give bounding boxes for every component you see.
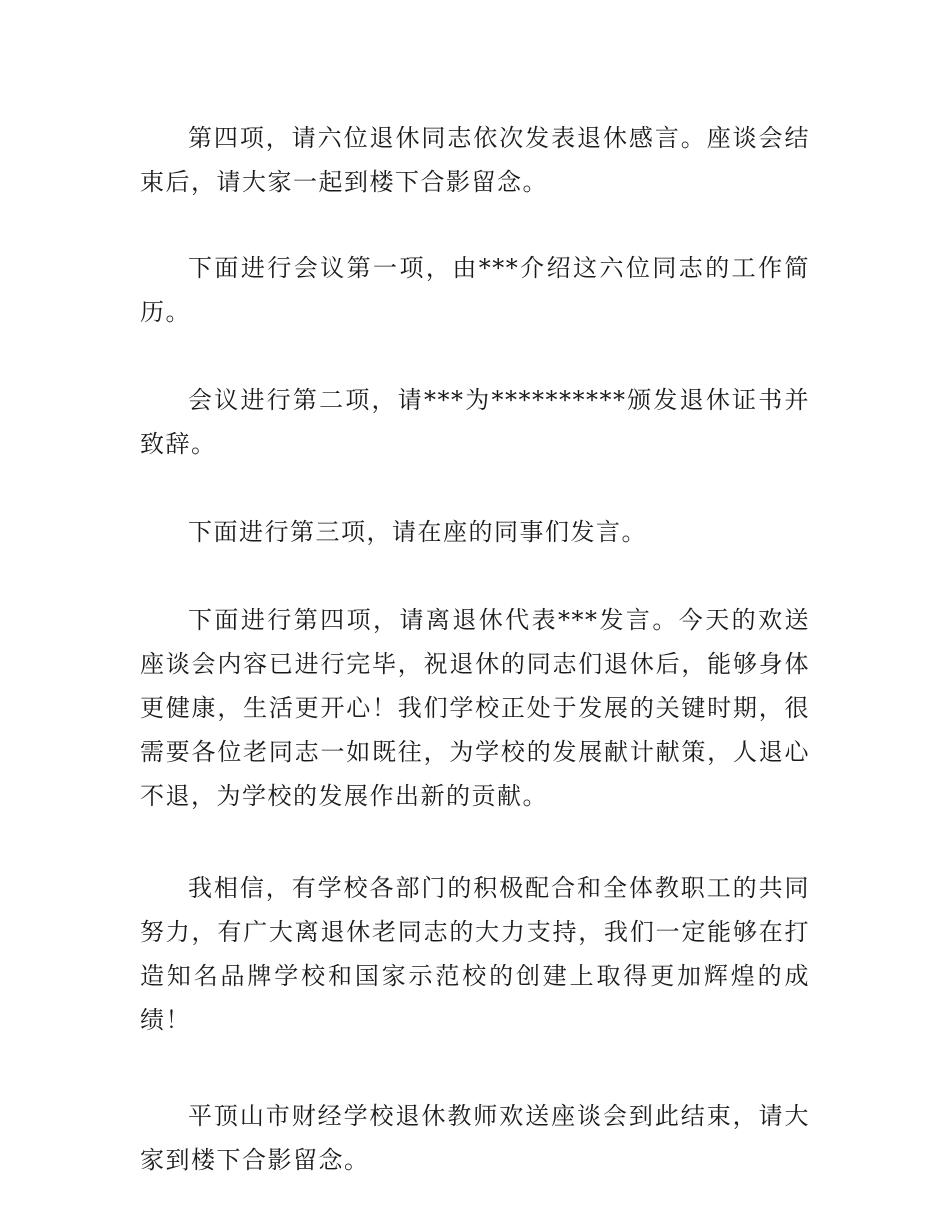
paragraph-conclusion: 平顶山市财经学校退休教师欢送座谈会到此结束，请大家到楼下合影留念。 <box>140 1102 810 1174</box>
paragraph-agenda-item-3: 下面进行第三项，请在座的同事们发言。 <box>188 518 647 546</box>
paragraph-confidence: 我相信，有学校各部门的积极配合和全体教职工的共同努力，有广大离退休老同志的大力支持，我们一定能够在打造知名品牌学校和国家示范校的创建上取得更加辉煌的成绩！ <box>140 874 810 1034</box>
document-body <box>140 116 810 1182</box>
paragraph-agenda-item-1: 下面进行会议第一项，由***介绍这六位同志的工作简历。 <box>140 254 810 326</box>
paragraph-agenda-item-2: 会议进行第二项，请***为**********颁发退休证书并致辞。 <box>140 386 810 458</box>
paragraph-agenda-item-4: 下面进行第四项，请离退休代表***发言。今天的欢送座谈会内容已进行完毕，祝退休的同志们退休后，能够身体更健康，生活更开心！我们学校正处于发展的关键时期，很需要各位老同志一如既往，为学校的发展献计献策，人退心不退，为学校的发展作出新的贡献。 <box>140 606 810 810</box>
paragraph-item-4-closing: 第四项，请六位退休同志依次发表退休感言。座谈会结束后，请大家一起到楼下合影留念。 <box>140 124 810 196</box>
